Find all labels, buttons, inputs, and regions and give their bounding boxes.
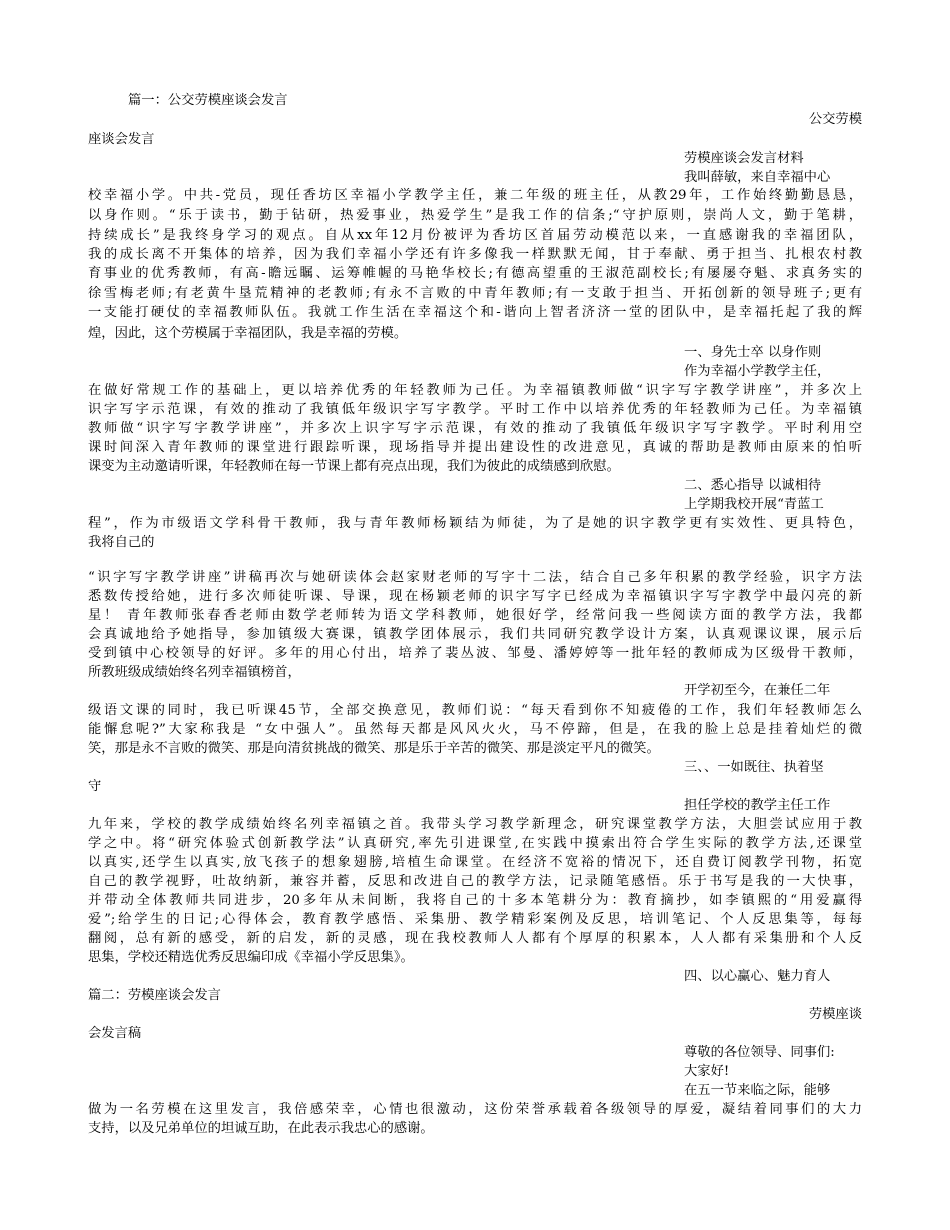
- paragraph-line: 以真实,还学生以真实,放飞孩子的想象翅膀,培植生命课堂。在经济不宽裕的情况下，还自费订阅教学刊物，拓宽: [88, 855, 862, 870]
- greeting: 大家好!: [684, 1064, 730, 1079]
- paragraph-line: 程”，作为市级语文学科骨干教师，我与青年教师杨颖结为师徒，为了是她的识字教学更有实效性、更具特色，: [88, 516, 862, 531]
- title-part-1: 劳模座谈: [808, 1007, 862, 1022]
- paragraph-line: 校幸福小学。中共-党员，现任香坊区幸福小学教学主任，兼二年级的班主任，从教29年，工作始终勤勤恳恳，: [88, 188, 862, 203]
- paragraph-line: 开学初至今，在兼任二年: [684, 683, 831, 698]
- salutation: 尊敬的各位领导、同事们:: [684, 1045, 835, 1060]
- subtitle: 劳模座谈会发言材料: [684, 151, 804, 166]
- paragraph-line: 课时间深入青年教师的课堂进行跟踪听课，现场指导并提出建设性的改进意见，真诚的帮助是教师由原来的怕听: [88, 440, 862, 455]
- paragraph-line: 课变为主动邀请听课，年轻教师在每一节课上都有亮点出现，我们为彼此的成绩感到欣慰。: [88, 459, 620, 474]
- section-heading: 一、身先士卒 以身作则: [684, 345, 822, 360]
- paragraph-line: 受到镇中心校领导的好评。多年的用心付出，培养了裴丛波、邹曼、潘婷婷等一批年轻的教师成为区级骨干教师，: [88, 646, 862, 661]
- paragraph-line: 一支能打硬仗的幸福教师队伍。我就工作生活在幸福这个和-谐向上智者济济一堂的团队中，是幸福托起了我的辉: [88, 305, 862, 320]
- paragraph-line: 翻阅，总有新的感受，新的启发，新的灵感，现在我校教师人人都有个厚厚的积累本，人人都有采集册和个人反: [88, 931, 862, 946]
- paragraph-line: 所教班级成绩始终名列幸福镇榜首，: [88, 665, 301, 680]
- section-heading-cont: 守: [88, 779, 102, 794]
- paragraph-line: 星！ 青年教师张春香老师由数学老师转为语文学科教师，她很好学，经常问我一些阅读方面的教学方法，我都: [88, 608, 862, 623]
- paragraph-line: 学之中。将“研究体验式创新教学法”认真研究,率先引进课堂,在实践中摸索出符合学生实际的教学方法,还课堂: [88, 836, 862, 851]
- paragraph-line: 持续成长”是我终身学习的观点。自从xx年12月份被评为香坊区首届劳动模范以来，一直感谢我的幸福团队，: [88, 228, 862, 243]
- paragraph-line: 悉数传授给她，进行多次师徒听课、导课，现在杨颖老师的识字写字已经成为幸福镇识字写字教学中最闪亮的新: [88, 589, 862, 604]
- paragraph-line: 在五一节来临之际，能够: [684, 1083, 831, 1098]
- paragraph-line: 我将自己的: [88, 535, 155, 550]
- section-heading: 三、、一如既往、执着坚: [684, 760, 824, 775]
- paragraph-line: 担任学校的教学主任工作: [684, 798, 831, 813]
- section-heading-2: 篇二：劳模座谈会发言: [88, 988, 221, 1003]
- paragraph-line: 笑，那是永不言败的微笑、那是向清贫挑战的微笑、那是乐于辛苦的微笑、那是淡定平凡的微笑。: [88, 741, 660, 756]
- paragraph-line: 会真诚地给予她指导，参加镇级大赛课，镇教学团体展示，我们共同研究教学设计方案，认真观课议课，展示后: [88, 627, 862, 642]
- paragraph-line: 爱”;给学生的日记;心得体会，教育教学感悟、采集册、教学精彩案例及反思，培训笔记、个人反思集等，每每: [88, 912, 862, 927]
- paragraph-line: 思集，学校还精选优秀反思编印成《幸福小学反思集》。: [88, 950, 414, 965]
- paragraph-line: 级语文课的同时，我已听课45节，全部交换意见，教师们说：“每天看到你不知疲倦的工作，我们年轻教师怎么: [88, 703, 862, 718]
- paragraph-line: 育事业的优秀教师，有高-瞻远瞩、运筹帷幄的马艳华校长;有德高望重的王淑范副校长;有屡屡夺魁、求真务实的: [88, 266, 862, 281]
- paragraph-line: 做为一名劳模在这里发言，我倍感荣幸，心情也很激动，这份荣誉承载着各级领导的厚爱，凝结着同事们的大力: [88, 1102, 862, 1117]
- section-heading: 二、悉心指导 以诚相待: [684, 478, 822, 493]
- paragraph-line: 以身作则。“乐于读书，勤于钻研，热爱事业，热爱学生”是我工作的信条;“守护原则，崇尚人文，勤于笔耕，: [88, 208, 862, 223]
- paragraph-line: 我的成长离不开集体的培养，因为我们幸福小学还有许多像我一样默默无闻，甘于奉献、勇于担当、扎根农村教: [88, 247, 862, 262]
- paragraph-line: 在做好常规工作的基础上，更以培养优秀的年轻教师为己任。为幸福镇教师做“识字写字教学讲座”，并多次上: [88, 383, 862, 398]
- paragraph-line: 支持，以及兄弟单位的坦诚互助，在此表示我忠心的感谢。: [88, 1121, 434, 1136]
- paragraph-line: 作为幸福小学教学主任，: [684, 364, 831, 379]
- paragraph-line: 能懈怠呢?”大家称我是 “女中强人”。虽然每天都是风风火火，马不停蹄，但是，在我的脸上总是挂着灿烂的微: [88, 722, 862, 737]
- paragraph-line: 自己的教学视野，吐故纳新，兼容并蓄，反思和改进自己的教学方法，记录随笔感悟。乐于书写是我的一大快事，: [88, 874, 862, 889]
- paragraph-line: 识字写字示范课，有效的推动了我镇低年级识字写字教学。平时工作中以培养优秀的年轻教师为己任。为幸福镇: [88, 402, 862, 417]
- paragraph-line: “识字写字教学讲座”讲稿再次与她研读体会赵家财老师的写字十二法，结合自己多年积累的教学经验，识字方法: [88, 570, 862, 585]
- paragraph-line: 上学期我校开展“青蓝工: [684, 497, 824, 512]
- paragraph-line: 九年来，学校的教学成绩始终名列幸福镇之首。我带头学习教学新理念，研究课堂教学方法，大胆尝试应用于教: [88, 817, 862, 832]
- section-heading-1: 篇一：公交劳模座谈会发言: [128, 93, 288, 108]
- title-part-1: 公交劳模: [808, 112, 862, 127]
- title-part-2: 会发言稿: [88, 1026, 142, 1041]
- section-heading: 四、以心赢心、魅力育人: [684, 969, 831, 984]
- paragraph-line: 徐雪梅老师;有老黄牛垦荒精神的老教师;有永不言败的中青年教师;有一支敢于担当、开拓创新的领导班子;更有: [88, 286, 862, 301]
- paragraph-line: 煌，因此，这个劳模属于幸福团队，我是幸福的劳模。: [88, 326, 408, 341]
- paragraph-line: 并带动全体教师共同进步，20多年从未间断，我将自己的十多本笔耕分为：教育摘抄，如李镇熙的“用爱赢得: [88, 893, 862, 908]
- paragraph-line: 教师做“识字写字教学讲座”，并多次上识字写字示范课，有效的推动了我镇低年级识字写字教学。平时利用空: [88, 421, 862, 436]
- title-part-2: 座谈会发言: [88, 132, 155, 147]
- paragraph-line: 我叫薛敏，来自幸福中心: [684, 170, 831, 185]
